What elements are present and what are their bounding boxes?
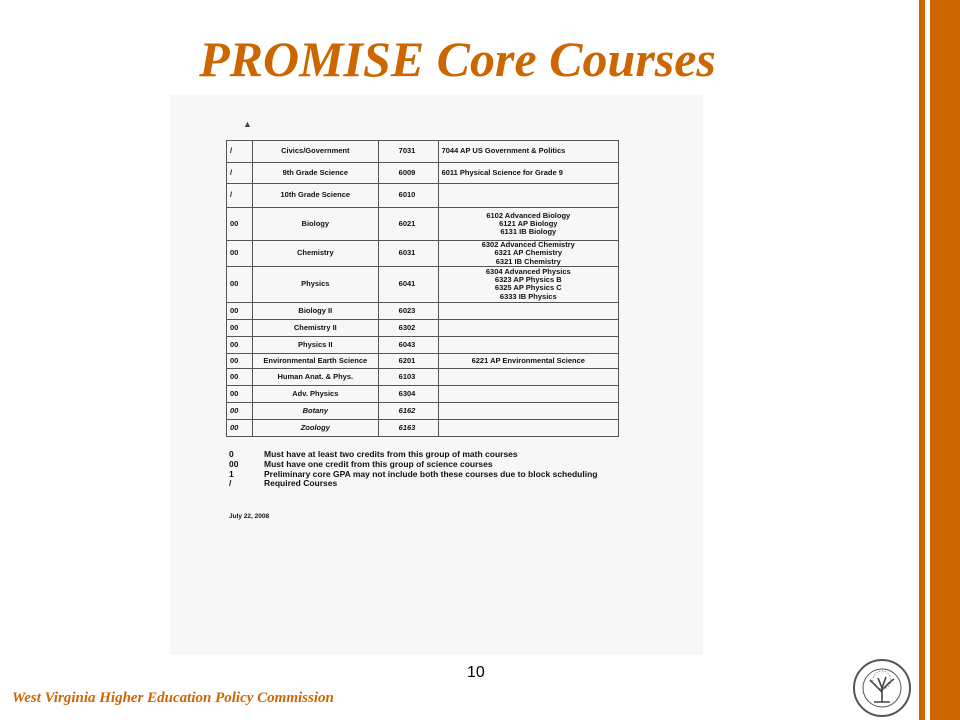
course-number: 6103 <box>378 368 438 385</box>
table-row <box>227 302 619 319</box>
slide-title: PROMISE Core Courses <box>199 31 716 87</box>
legend-text: Must have one credit from this group of science courses <box>264 458 493 469</box>
requirement-mark: 00 <box>227 302 253 319</box>
legend-code: / <box>229 478 232 489</box>
requirement-mark: 00 <box>227 241 253 267</box>
alternate-course: 6221 AP Environmental Science <box>471 355 585 365</box>
commission-seal-logo <box>852 658 912 718</box>
alternate-course: 6302 Advanced Chemistry <box>481 240 575 249</box>
table-row <box>227 163 619 184</box>
alternate-course: 6321 IB Chemistry <box>495 256 561 266</box>
course-name: Physics <box>252 266 378 302</box>
alternate-course: 6325 AP Physics C <box>494 283 562 293</box>
course-name: Physics II <box>252 336 378 353</box>
requirement-mark: / <box>227 163 253 184</box>
course-name: Botany <box>252 402 378 419</box>
course-name: Environmental Earth Science <box>252 353 378 368</box>
table-row <box>227 353 619 368</box>
scanned-document <box>170 95 703 655</box>
table-row <box>227 184 619 208</box>
alternate-courses <box>438 336 618 353</box>
course-name: Chemistry II <box>252 319 378 336</box>
requirement-mark: 00 <box>227 336 253 353</box>
table-row <box>227 319 619 336</box>
alternate-course: 6131 IB Biology <box>500 227 557 237</box>
alternate-courses <box>438 208 618 241</box>
table-row <box>227 368 619 385</box>
alternate-courses <box>438 184 618 208</box>
table-row <box>227 402 619 419</box>
requirement-mark: 00 <box>227 319 253 336</box>
requirement-mark: 00 <box>227 368 253 385</box>
document-date: July 22, 2008 <box>229 513 270 520</box>
legend-code: 0 <box>229 449 234 459</box>
course-number: 6162 <box>378 402 438 419</box>
alternate-course: 6323 AP Physics B <box>494 275 562 284</box>
table-row <box>227 208 619 241</box>
legend-item <box>229 479 629 489</box>
requirement-mark: 00 <box>227 385 253 402</box>
right-accent-bar-thick <box>930 0 960 720</box>
course-number: 6302 <box>378 319 438 336</box>
course-number: 6304 <box>378 385 438 402</box>
alternate-course: 7044 AP US Government & Politics <box>441 146 566 156</box>
course-number: 7031 <box>378 141 438 163</box>
table-row <box>227 241 619 267</box>
course-name: Human Anat. & Phys. <box>252 368 378 385</box>
course-name: Biology II <box>252 302 378 319</box>
course-name: Chemistry <box>252 241 378 267</box>
course-name: 10th Grade Science <box>252 184 378 208</box>
course-name: Adv. Physics <box>252 385 378 402</box>
alternate-courses <box>438 319 618 336</box>
footer-organization: West Virginia Higher Education Policy Commission <box>12 690 334 706</box>
alternate-courses <box>438 141 618 163</box>
course-number: 6010 <box>378 184 438 208</box>
legend-text: Required Courses <box>264 478 338 489</box>
table-row <box>227 141 619 163</box>
requirement-mark: 00 <box>227 353 253 368</box>
table-row <box>227 266 619 302</box>
table-row <box>227 419 619 436</box>
alternate-courses <box>438 302 618 319</box>
requirement-mark: 00 <box>227 419 253 436</box>
course-table <box>226 140 619 437</box>
alternate-courses <box>438 385 618 402</box>
alternate-course: 6011 Physical Science for Grade 9 <box>441 167 563 177</box>
page-number: 10 <box>467 664 485 681</box>
course-number: 6023 <box>378 302 438 319</box>
course-name: 9th Grade Science <box>252 163 378 184</box>
course-number: 6043 <box>378 336 438 353</box>
table-row <box>227 336 619 353</box>
right-accent-bar-thin <box>919 0 925 720</box>
course-name: Zoology <box>252 419 378 436</box>
alternate-course: 6321 AP Chemistry <box>494 248 563 258</box>
alternate-course: 6304 Advanced Physics <box>485 266 571 276</box>
legend-text: Preliminary core GPA may not include both these courses due to block scheduling <box>264 468 598 479</box>
course-name: Biology <box>252 208 378 241</box>
alternate-course: 6102 Advanced Biology <box>486 210 571 220</box>
course-number: 6163 <box>378 419 438 436</box>
course-number: 6041 <box>378 266 438 302</box>
alternate-courses <box>438 163 618 184</box>
course-number: 6021 <box>378 208 438 241</box>
alternate-courses <box>438 368 618 385</box>
requirement-mark: 00 <box>227 208 253 241</box>
alternate-courses <box>438 241 618 267</box>
alternate-courses <box>438 266 618 302</box>
course-number: 6009 <box>378 163 438 184</box>
legend-code: 00 <box>229 458 239 469</box>
alternate-courses <box>438 419 618 436</box>
course-number: 6031 <box>378 241 438 267</box>
requirement-mark: 00 <box>227 266 253 302</box>
alternate-courses <box>438 402 618 419</box>
alternate-course: 6121 AP Biology <box>499 218 558 228</box>
course-number: 6201 <box>378 353 438 368</box>
legend <box>229 450 629 489</box>
requirement-mark: / <box>227 141 253 163</box>
legend-code: 1 <box>229 468 234 479</box>
course-name: Civics/Government <box>252 141 378 163</box>
requirement-mark: / <box>227 184 253 208</box>
scan-mark: ▲ <box>243 119 252 129</box>
alternate-course: 6333 IB Physics <box>499 291 557 301</box>
alternate-courses <box>438 353 618 368</box>
requirement-mark: 00 <box>227 402 253 419</box>
legend-text: Must have at least two credits from this group of math courses <box>264 449 518 459</box>
table-row <box>227 385 619 402</box>
